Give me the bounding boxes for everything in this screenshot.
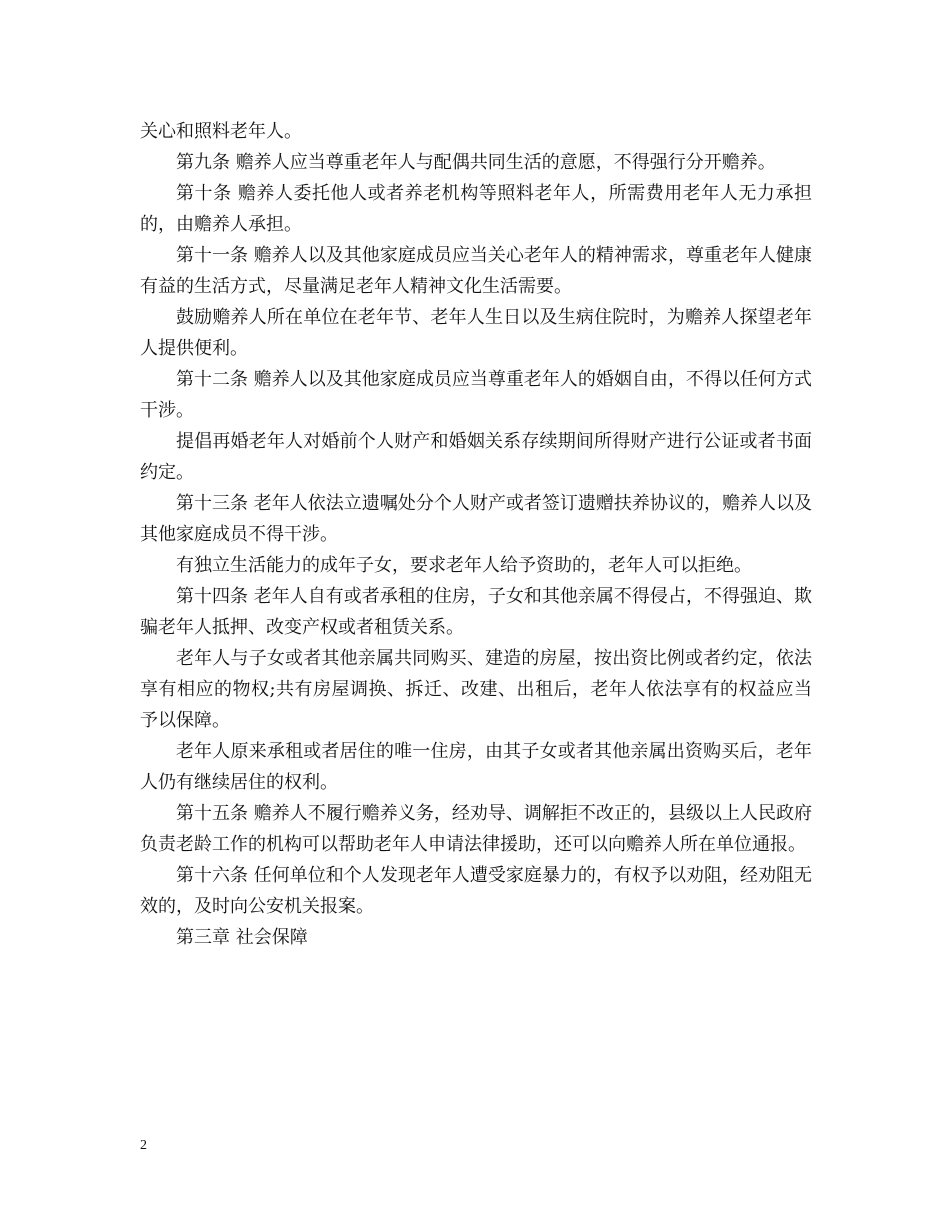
paragraph-article-14: 第十四条 老年人自有或者承租的住房，子女和其他亲属不得侵占，不得强迫、欺骗老年人抵押、改变产权或者租赁关系。 [140,586,812,638]
document-body [140,116,812,953]
paragraph-article-14-clause-3: 老年人原来承租或者居住的唯一住房，由其子女或者其他亲属出资购买后，老年人仍有继续居住的权利。 [140,741,812,793]
paragraph-article-14-clause-2: 老年人与子女或者其他亲属共同购买、建造的房屋，按出资比例或者约定，依法享有相应的物权;共有房屋调换、拆迁、改建、出租后，老年人依法享有的权益应当予以保障。 [140,648,812,731]
paragraph-article-9: 第九条 赡养人应当尊重老年人与配偶共同生活的意愿，不得强行分开赡养。 [176,152,776,173]
paragraph-article-12: 第十二条 赡养人以及其他家庭成员应当尊重老年人的婚姻自由，不得以任何方式干涉。 [140,369,812,421]
paragraph-article-11-clause-2: 鼓励赡养人所在单位在老年节、老年人生日以及生病住院时，为赡养人探望老年人提供便利。 [140,307,812,359]
paragraph-article-16: 第十六条 任何单位和个人发现老年人遭受家庭暴力的，有权予以劝阻，经劝阻无效的，及时向公安机关报案。 [140,865,812,917]
paragraph-article-13-clause-2: 有独立生活能力的成年子女，要求老年人给予资助的，老年人可以拒绝。 [176,555,752,576]
paragraph-article-13: 第十三条 老年人依法立遗嘱处分个人财产或者签订遗赠扶养协议的，赡养人以及其他家庭成员不得干涉。 [140,493,812,545]
page-number: 2 [140,1138,147,1153]
paragraph-article-11: 第十一条 赡养人以及其他家庭成员应当关心老年人的精神需求，尊重老年人健康有益的生活方式，尽量满足老年人精神文化生活需要。 [140,245,812,297]
paragraph-continuation: 关心和照料老年人。 [140,121,302,142]
chapter-heading: 第三章 社会保障 [176,927,308,948]
paragraph-article-10: 第十条 赡养人委托他人或者养老机构等照料老年人，所需费用老年人无力承担的，由赡养人承担。 [140,183,812,235]
paragraph-article-15: 第十五条 赡养人不履行赡养义务，经劝导、调解拒不改正的，县级以上人民政府负责老龄工作的机构可以帮助老年人申请法律援助，还可以向赡养人所在单位通报。 [140,803,812,855]
paragraph-article-12-clause-2: 提倡再婚老年人对婚前个人财产和婚姻关系存续期间所得财产进行公证或者书面约定。 [140,431,812,483]
